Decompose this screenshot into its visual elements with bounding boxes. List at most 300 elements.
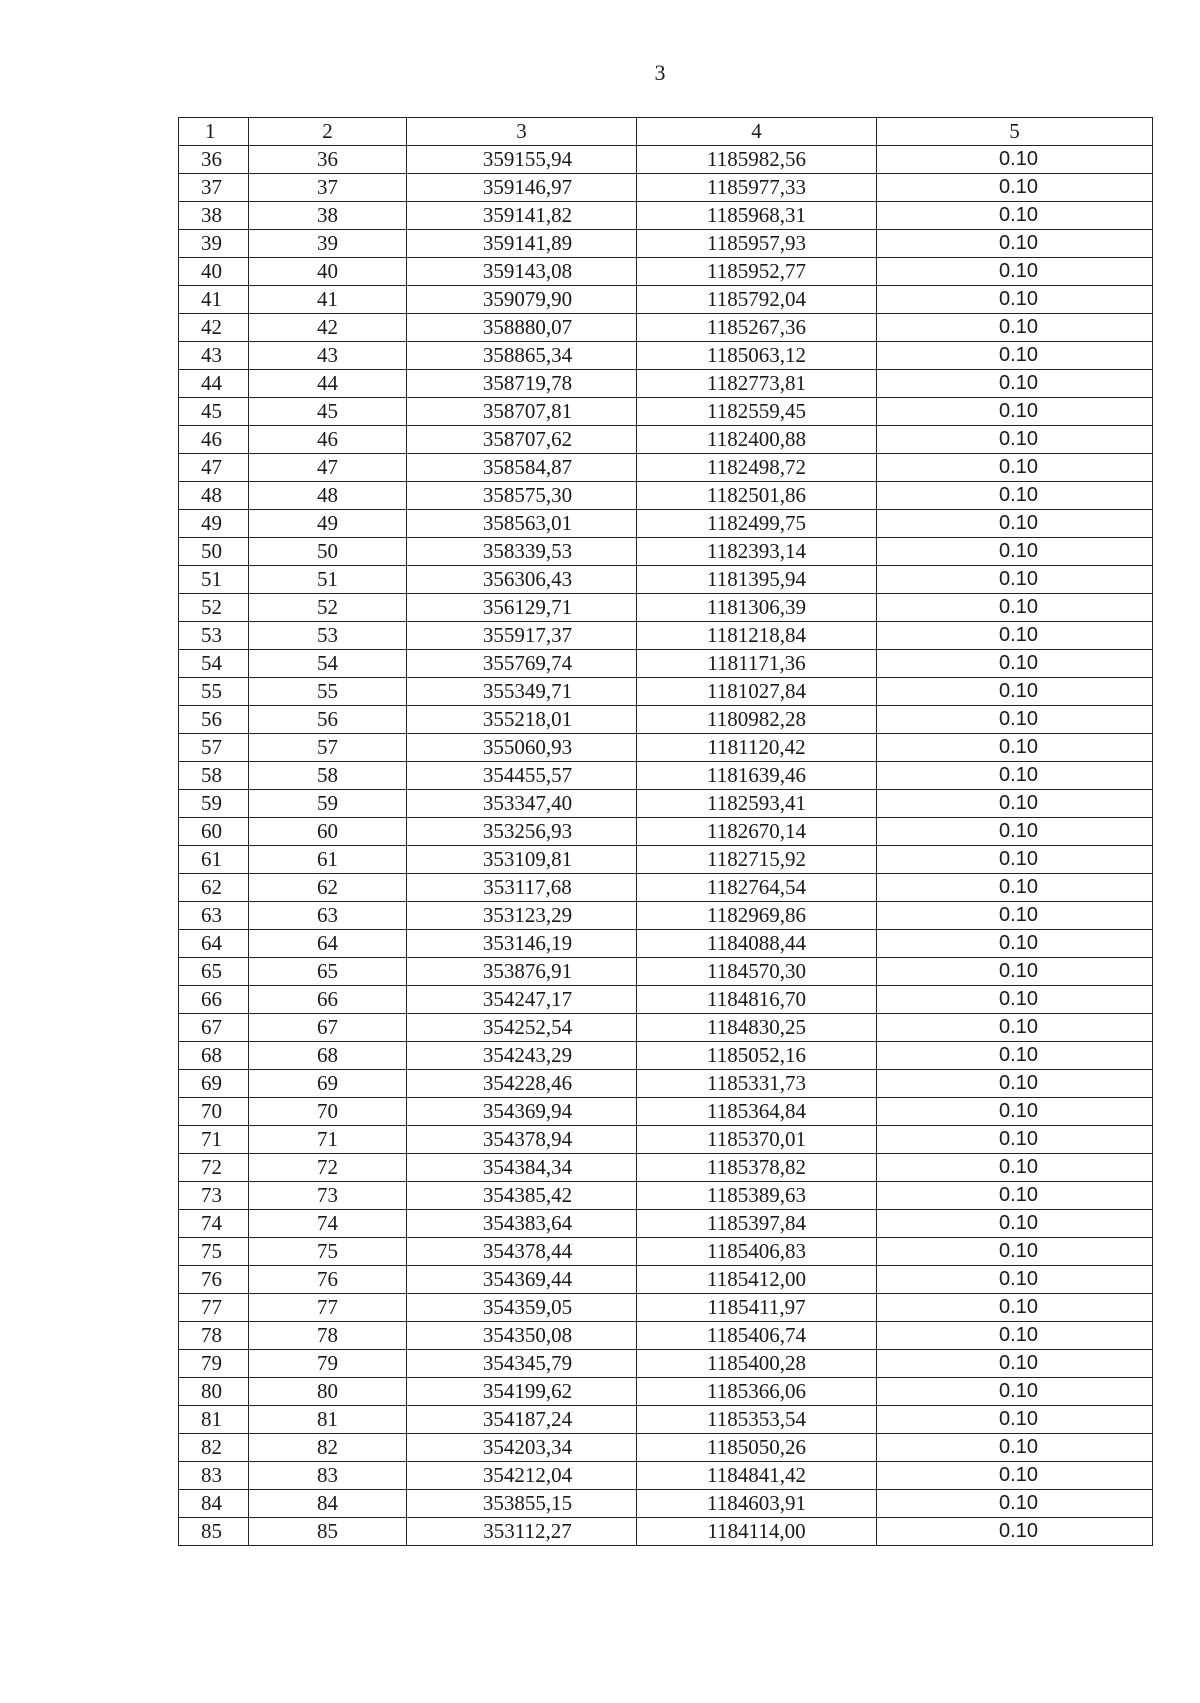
- column-header-2: 2: [249, 118, 407, 146]
- table-cell-col-1: 76: [179, 1266, 249, 1294]
- table-cell-col-5: 0.10: [877, 482, 1153, 510]
- table-cell-col-2: 40: [249, 258, 407, 286]
- table-cell-col-5: 0.10: [877, 986, 1153, 1014]
- table-cell-col-5: 0.10: [877, 1042, 1153, 1070]
- table-cell-col-4: 1185400,28: [637, 1350, 877, 1378]
- table-cell-col-5: 0.10: [877, 1294, 1153, 1322]
- table-cell-col-2: 60: [249, 818, 407, 846]
- table-cell-col-3: 354359,05: [407, 1294, 637, 1322]
- table-row: [179, 482, 1153, 510]
- table-row: [179, 902, 1153, 930]
- table-cell-col-2: 84: [249, 1490, 407, 1518]
- table-cell-col-5: 0.10: [877, 846, 1153, 874]
- table-cell-col-5: 0.10: [877, 258, 1153, 286]
- table-cell-col-1: 38: [179, 202, 249, 230]
- table-cell-col-3: 358707,62: [407, 426, 637, 454]
- table-row: [179, 1462, 1153, 1490]
- table-row: [179, 678, 1153, 706]
- table-cell-col-1: 47: [179, 454, 249, 482]
- table-cell-col-4: 1184841,42: [637, 1462, 877, 1490]
- table-row: [179, 930, 1153, 958]
- table-cell-col-3: 354385,42: [407, 1182, 637, 1210]
- table-cell-col-2: 52: [249, 594, 407, 622]
- table-row: [179, 1406, 1153, 1434]
- table-cell-col-5: 0.10: [877, 1210, 1153, 1238]
- table-cell-col-1: 67: [179, 1014, 249, 1042]
- table-cell-col-1: 74: [179, 1210, 249, 1238]
- table-row: [179, 1518, 1153, 1546]
- table-cell-col-2: 50: [249, 538, 407, 566]
- table-cell-col-2: 59: [249, 790, 407, 818]
- table-cell-col-3: 353109,81: [407, 846, 637, 874]
- table-cell-col-2: 46: [249, 426, 407, 454]
- table-cell-col-5: 0.10: [877, 1266, 1153, 1294]
- table-cell-col-5: 0.10: [877, 818, 1153, 846]
- table-cell-col-4: 1185957,93: [637, 230, 877, 258]
- column-header-1: 1: [179, 118, 249, 146]
- table-cell-col-3: 353146,19: [407, 930, 637, 958]
- table-cell-col-3: 354378,94: [407, 1126, 637, 1154]
- table-cell-col-3: 353876,91: [407, 958, 637, 986]
- table-cell-col-2: 70: [249, 1098, 407, 1126]
- table-cell-col-2: 49: [249, 510, 407, 538]
- table-cell-col-3: 354345,79: [407, 1350, 637, 1378]
- table-cell-col-4: 1185968,31: [637, 202, 877, 230]
- table-cell-col-5: 0.10: [877, 174, 1153, 202]
- table-cell-col-4: 1185366,06: [637, 1378, 877, 1406]
- table-cell-col-4: 1185389,63: [637, 1182, 877, 1210]
- table-cell-col-3: 356306,43: [407, 566, 637, 594]
- column-header-5: 5: [877, 118, 1153, 146]
- table-row: [179, 594, 1153, 622]
- table-row: [179, 1294, 1153, 1322]
- table-cell-col-3: 353112,27: [407, 1518, 637, 1546]
- table-cell-col-2: 76: [249, 1266, 407, 1294]
- table-cell-col-4: 1185063,12: [637, 342, 877, 370]
- table-cell-col-1: 64: [179, 930, 249, 958]
- table-cell-col-3: 354212,04: [407, 1462, 637, 1490]
- table-cell-col-4: 1182501,86: [637, 482, 877, 510]
- table-row: [179, 398, 1153, 426]
- table-cell-col-5: 0.10: [877, 1490, 1153, 1518]
- table-cell-col-2: 83: [249, 1462, 407, 1490]
- table-cell-col-1: 49: [179, 510, 249, 538]
- table-cell-col-3: 354350,08: [407, 1322, 637, 1350]
- table-cell-col-4: 1184830,25: [637, 1014, 877, 1042]
- table-cell-col-5: 0.10: [877, 762, 1153, 790]
- table-cell-col-5: 0.10: [877, 902, 1153, 930]
- table-cell-col-2: 75: [249, 1238, 407, 1266]
- table-cell-col-4: 1185267,36: [637, 314, 877, 342]
- table-cell-col-4: 1181120,42: [637, 734, 877, 762]
- table-cell-col-2: 68: [249, 1042, 407, 1070]
- table-cell-col-5: 0.10: [877, 566, 1153, 594]
- table-cell-col-5: 0.10: [877, 1014, 1153, 1042]
- table-cell-col-3: 359155,94: [407, 146, 637, 174]
- table-cell-col-2: 55: [249, 678, 407, 706]
- table-cell-col-4: 1182670,14: [637, 818, 877, 846]
- table-cell-col-5: 0.10: [877, 622, 1153, 650]
- table-row: [179, 286, 1153, 314]
- table-cell-col-5: 0.10: [877, 342, 1153, 370]
- table-cell-col-4: 1181395,94: [637, 566, 877, 594]
- table-cell-col-4: 1182773,81: [637, 370, 877, 398]
- table-row: [179, 958, 1153, 986]
- table-cell-col-3: 354243,29: [407, 1042, 637, 1070]
- table-cell-col-3: 354369,94: [407, 1098, 637, 1126]
- table-cell-col-1: 59: [179, 790, 249, 818]
- table-cell-col-5: 0.10: [877, 370, 1153, 398]
- table-cell-col-3: 355060,93: [407, 734, 637, 762]
- table-row: [179, 566, 1153, 594]
- table-cell-col-5: 0.10: [877, 1238, 1153, 1266]
- table-cell-col-3: 359146,97: [407, 174, 637, 202]
- table-cell-col-4: 1185378,82: [637, 1154, 877, 1182]
- table-cell-col-4: 1184603,91: [637, 1490, 877, 1518]
- table-cell-col-4: 1185982,56: [637, 146, 877, 174]
- table-cell-col-5: 0.10: [877, 1518, 1153, 1546]
- table-row: [179, 1182, 1153, 1210]
- table-cell-col-5: 0.10: [877, 1126, 1153, 1154]
- table-cell-col-2: 71: [249, 1126, 407, 1154]
- table-cell-col-2: 80: [249, 1378, 407, 1406]
- table-cell-col-4: 1185050,26: [637, 1434, 877, 1462]
- table-row: [179, 342, 1153, 370]
- table-cell-col-3: 358719,78: [407, 370, 637, 398]
- table-cell-col-3: 355917,37: [407, 622, 637, 650]
- table-cell-col-1: 50: [179, 538, 249, 566]
- table-cell-col-3: 353256,93: [407, 818, 637, 846]
- table-cell-col-2: 53: [249, 622, 407, 650]
- table-cell-col-3: 354378,44: [407, 1238, 637, 1266]
- table-cell-col-3: 354228,46: [407, 1070, 637, 1098]
- table-cell-col-2: 62: [249, 874, 407, 902]
- table-row: [179, 370, 1153, 398]
- table-cell-col-1: 78: [179, 1322, 249, 1350]
- table-cell-col-5: 0.10: [877, 1378, 1153, 1406]
- table-cell-col-1: 79: [179, 1350, 249, 1378]
- table-cell-col-1: 52: [179, 594, 249, 622]
- table-row: [179, 314, 1153, 342]
- table-cell-col-3: 353347,40: [407, 790, 637, 818]
- table-cell-col-4: 1185052,16: [637, 1042, 877, 1070]
- table-cell-col-1: 62: [179, 874, 249, 902]
- table-cell-col-4: 1185370,01: [637, 1126, 877, 1154]
- table-cell-col-1: 63: [179, 902, 249, 930]
- table-cell-col-5: 0.10: [877, 1434, 1153, 1462]
- table-cell-col-2: 42: [249, 314, 407, 342]
- table-cell-col-1: 45: [179, 398, 249, 426]
- table-cell-col-5: 0.10: [877, 734, 1153, 762]
- table-cell-col-5: 0.10: [877, 874, 1153, 902]
- table-cell-col-1: 55: [179, 678, 249, 706]
- table-row: [179, 538, 1153, 566]
- table-cell-col-5: 0.10: [877, 1070, 1153, 1098]
- table-row: [179, 1238, 1153, 1266]
- table-cell-col-5: 0.10: [877, 1322, 1153, 1350]
- table-cell-col-2: 81: [249, 1406, 407, 1434]
- table-cell-col-4: 1182715,92: [637, 846, 877, 874]
- table-cell-col-3: 359079,90: [407, 286, 637, 314]
- table-cell-col-3: 355769,74: [407, 650, 637, 678]
- table-row: [179, 790, 1153, 818]
- table-cell-col-4: 1185353,54: [637, 1406, 877, 1434]
- table-cell-col-4: 1182593,41: [637, 790, 877, 818]
- table-cell-col-3: 358584,87: [407, 454, 637, 482]
- table-row: [179, 1042, 1153, 1070]
- table-cell-col-5: 0.10: [877, 286, 1153, 314]
- table-cell-col-4: 1182559,45: [637, 398, 877, 426]
- table-cell-col-1: 53: [179, 622, 249, 650]
- table-cell-col-4: 1185977,33: [637, 174, 877, 202]
- table-row: [179, 258, 1153, 286]
- table-cell-col-3: 359141,89: [407, 230, 637, 258]
- table-row: [179, 818, 1153, 846]
- table-row: [179, 734, 1153, 762]
- table-cell-col-3: 354199,62: [407, 1378, 637, 1406]
- table-cell-col-2: 41: [249, 286, 407, 314]
- table-cell-col-1: 60: [179, 818, 249, 846]
- table-row: [179, 1350, 1153, 1378]
- table-cell-col-1: 73: [179, 1182, 249, 1210]
- table-cell-col-4: 1185331,73: [637, 1070, 877, 1098]
- table-cell-col-3: 359141,82: [407, 202, 637, 230]
- table-cell-col-5: 0.10: [877, 314, 1153, 342]
- table-cell-col-5: 0.10: [877, 454, 1153, 482]
- table-cell-col-1: 84: [179, 1490, 249, 1518]
- table-cell-col-3: 353855,15: [407, 1490, 637, 1518]
- table-cell-col-2: 64: [249, 930, 407, 958]
- table-cell-col-5: 0.10: [877, 678, 1153, 706]
- table-cell-col-1: 71: [179, 1126, 249, 1154]
- table-cell-col-4: 1181171,36: [637, 650, 877, 678]
- table-cell-col-2: 36: [249, 146, 407, 174]
- table-cell-col-4: 1185411,97: [637, 1294, 877, 1322]
- table-cell-col-2: 63: [249, 902, 407, 930]
- table-body: [179, 146, 1153, 1546]
- table-cell-col-1: 68: [179, 1042, 249, 1070]
- table-cell-col-4: 1182764,54: [637, 874, 877, 902]
- table-cell-col-5: 0.10: [877, 594, 1153, 622]
- table-cell-col-4: 1182393,14: [637, 538, 877, 566]
- table-cell-col-1: 51: [179, 566, 249, 594]
- table-cell-col-2: 51: [249, 566, 407, 594]
- table-cell-col-3: 355349,71: [407, 678, 637, 706]
- table-row: [179, 230, 1153, 258]
- table-cell-col-1: 85: [179, 1518, 249, 1546]
- table-cell-col-1: 37: [179, 174, 249, 202]
- table-cell-col-3: 354203,34: [407, 1434, 637, 1462]
- table-cell-col-4: 1185952,77: [637, 258, 877, 286]
- table-cell-col-3: 358865,34: [407, 342, 637, 370]
- table-cell-col-5: 0.10: [877, 1350, 1153, 1378]
- table-cell-col-3: 354369,44: [407, 1266, 637, 1294]
- table-cell-col-3: 359143,08: [407, 258, 637, 286]
- table-row: [179, 1154, 1153, 1182]
- table-cell-col-2: 67: [249, 1014, 407, 1042]
- table-cell-col-3: 354247,17: [407, 986, 637, 1014]
- table-cell-col-4: 1181027,84: [637, 678, 877, 706]
- table-cell-col-4: 1182498,72: [637, 454, 877, 482]
- table-cell-col-3: 355218,01: [407, 706, 637, 734]
- table-cell-col-2: 77: [249, 1294, 407, 1322]
- table-cell-col-1: 80: [179, 1378, 249, 1406]
- table-cell-col-4: 1180982,28: [637, 706, 877, 734]
- table-cell-col-5: 0.10: [877, 790, 1153, 818]
- table-cell-col-5: 0.10: [877, 146, 1153, 174]
- table-cell-col-1: 56: [179, 706, 249, 734]
- table-row: [179, 174, 1153, 202]
- table-cell-col-1: 46: [179, 426, 249, 454]
- table-row: [179, 1070, 1153, 1098]
- table-row: [179, 1322, 1153, 1350]
- table-cell-col-1: 42: [179, 314, 249, 342]
- table-cell-col-1: 54: [179, 650, 249, 678]
- table-cell-col-2: 54: [249, 650, 407, 678]
- column-header-4: 4: [637, 118, 877, 146]
- table-cell-col-4: 1185397,84: [637, 1210, 877, 1238]
- table-cell-col-4: 1181218,84: [637, 622, 877, 650]
- table-cell-col-3: 358575,30: [407, 482, 637, 510]
- table-cell-col-5: 0.10: [877, 930, 1153, 958]
- table-cell-col-4: 1185412,00: [637, 1266, 877, 1294]
- table-cell-col-4: 1182969,86: [637, 902, 877, 930]
- table-cell-col-2: 39: [249, 230, 407, 258]
- table-cell-col-1: 70: [179, 1098, 249, 1126]
- table-row: [179, 650, 1153, 678]
- table-cell-col-2: 43: [249, 342, 407, 370]
- table-cell-col-1: 72: [179, 1154, 249, 1182]
- table-cell-col-2: 82: [249, 1434, 407, 1462]
- table-cell-col-4: 1182400,88: [637, 426, 877, 454]
- table-cell-col-2: 56: [249, 706, 407, 734]
- table-cell-col-2: 69: [249, 1070, 407, 1098]
- table-row: [179, 622, 1153, 650]
- table-cell-col-1: 48: [179, 482, 249, 510]
- table-cell-col-4: 1185406,74: [637, 1322, 877, 1350]
- table-cell-col-3: 354455,57: [407, 762, 637, 790]
- table-row: [179, 510, 1153, 538]
- table-cell-col-2: 61: [249, 846, 407, 874]
- table-cell-col-3: 354187,24: [407, 1406, 637, 1434]
- table-row: [179, 706, 1153, 734]
- header-row: [179, 118, 1153, 146]
- table-cell-col-2: 57: [249, 734, 407, 762]
- table-cell-col-1: 81: [179, 1406, 249, 1434]
- table-cell-col-2: 74: [249, 1210, 407, 1238]
- table-cell-col-2: 85: [249, 1518, 407, 1546]
- table-cell-col-2: 37: [249, 174, 407, 202]
- table-row: [179, 454, 1153, 482]
- table-cell-col-1: 69: [179, 1070, 249, 1098]
- table-cell-col-3: 353117,68: [407, 874, 637, 902]
- table-cell-col-5: 0.10: [877, 1462, 1153, 1490]
- table-cell-col-2: 79: [249, 1350, 407, 1378]
- table-cell-col-5: 0.10: [877, 706, 1153, 734]
- table-cell-col-1: 82: [179, 1434, 249, 1462]
- page-number: 3: [654, 60, 666, 85]
- table-cell-col-2: 73: [249, 1182, 407, 1210]
- table-cell-col-2: 38: [249, 202, 407, 230]
- table-header: [179, 118, 1153, 146]
- table-cell-col-4: 1184570,30: [637, 958, 877, 986]
- table-cell-col-5: 0.10: [877, 202, 1153, 230]
- table-cell-col-1: 83: [179, 1462, 249, 1490]
- table-cell-col-2: 66: [249, 986, 407, 1014]
- table-cell-col-3: 358707,81: [407, 398, 637, 426]
- table-cell-col-3: 354383,64: [407, 1210, 637, 1238]
- table-row: [179, 1434, 1153, 1462]
- table-cell-col-3: 354384,34: [407, 1154, 637, 1182]
- table-cell-col-1: 43: [179, 342, 249, 370]
- table-cell-col-5: 0.10: [877, 650, 1153, 678]
- table-cell-col-5: 0.10: [877, 426, 1153, 454]
- table-cell-col-4: 1181306,39: [637, 594, 877, 622]
- table-row: [179, 1266, 1153, 1294]
- table-cell-col-4: 1184088,44: [637, 930, 877, 958]
- table-row: [179, 426, 1153, 454]
- table-row: [179, 146, 1153, 174]
- table-cell-col-5: 0.10: [877, 538, 1153, 566]
- table-cell-col-3: 356129,71: [407, 594, 637, 622]
- table-cell-col-1: 57: [179, 734, 249, 762]
- table-cell-col-5: 0.10: [877, 1098, 1153, 1126]
- table-row: [179, 1378, 1153, 1406]
- table-cell-col-1: 36: [179, 146, 249, 174]
- table-cell-col-5: 0.10: [877, 958, 1153, 986]
- table-cell-col-4: 1185792,04: [637, 286, 877, 314]
- table-cell-col-2: 44: [249, 370, 407, 398]
- table-cell-col-3: 358880,07: [407, 314, 637, 342]
- table-cell-col-5: 0.10: [877, 230, 1153, 258]
- table-row: [179, 874, 1153, 902]
- table-row: [179, 1126, 1153, 1154]
- table-row: [179, 846, 1153, 874]
- table-cell-col-5: 0.10: [877, 398, 1153, 426]
- table-cell-col-4: 1184816,70: [637, 986, 877, 1014]
- table-cell-col-5: 0.10: [877, 510, 1153, 538]
- table-row: [179, 762, 1153, 790]
- table-row: [179, 986, 1153, 1014]
- table-cell-col-1: 61: [179, 846, 249, 874]
- table-cell-col-1: 77: [179, 1294, 249, 1322]
- table-cell-col-1: 58: [179, 762, 249, 790]
- table-cell-col-1: 39: [179, 230, 249, 258]
- table-cell-col-1: 65: [179, 958, 249, 986]
- table-cell-col-2: 78: [249, 1322, 407, 1350]
- table-cell-col-5: 0.10: [877, 1154, 1153, 1182]
- table-row: [179, 202, 1153, 230]
- table-cell-col-2: 48: [249, 482, 407, 510]
- table-cell-col-4: 1185364,84: [637, 1098, 877, 1126]
- table-row: [179, 1014, 1153, 1042]
- table-cell-col-1: 66: [179, 986, 249, 1014]
- coordinates-table: [178, 117, 1153, 1546]
- table-cell-col-4: 1182499,75: [637, 510, 877, 538]
- table-cell-col-2: 72: [249, 1154, 407, 1182]
- table-cell-col-1: 75: [179, 1238, 249, 1266]
- table-cell-col-4: 1185406,83: [637, 1238, 877, 1266]
- table-cell-col-2: 58: [249, 762, 407, 790]
- table-cell-col-4: 1181639,46: [637, 762, 877, 790]
- table-row: [179, 1210, 1153, 1238]
- table-cell-col-1: 41: [179, 286, 249, 314]
- table-row: [179, 1490, 1153, 1518]
- table-cell-col-3: 354252,54: [407, 1014, 637, 1042]
- table-cell-col-2: 65: [249, 958, 407, 986]
- column-header-3: 3: [407, 118, 637, 146]
- table-cell-col-2: 47: [249, 454, 407, 482]
